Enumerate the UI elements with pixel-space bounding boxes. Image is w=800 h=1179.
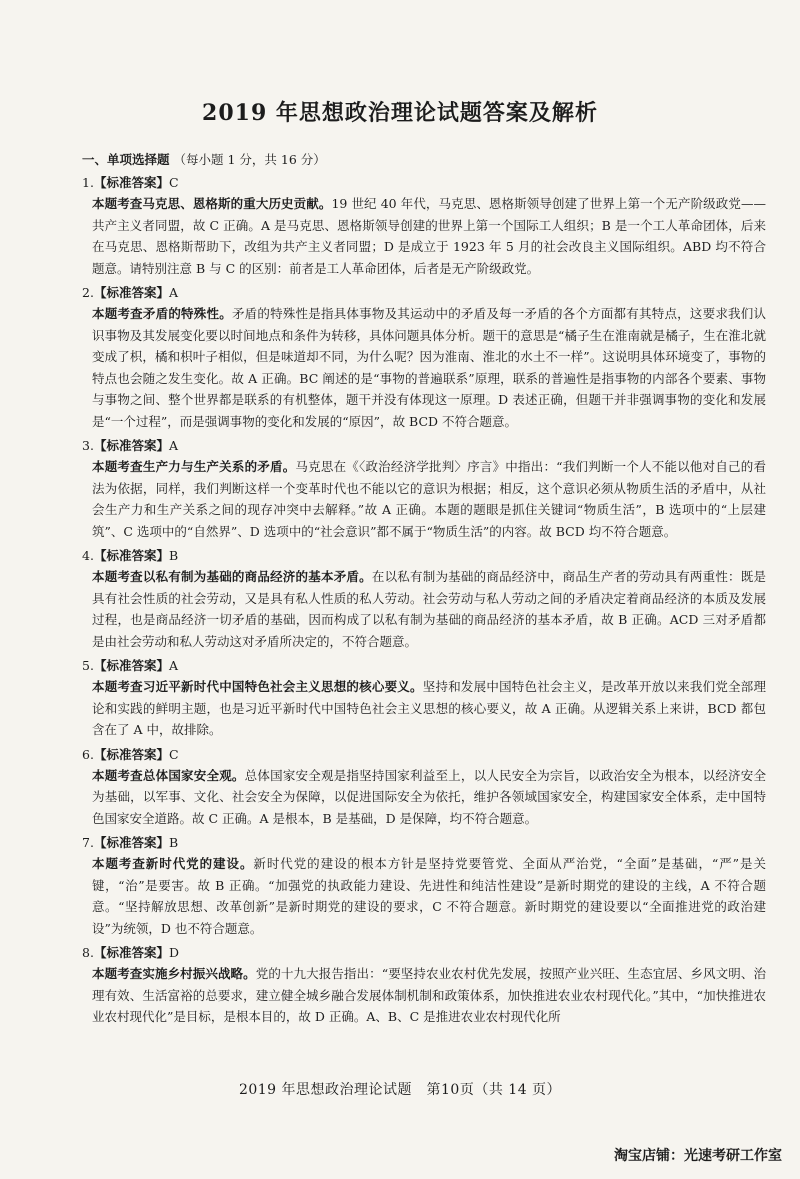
answer-item	[82, 435, 766, 542]
question-number: 8.	[82, 945, 94, 960]
answer-choice: B	[168, 548, 179, 563]
page-title: 2019 年思想政治理论试题答案及解析	[202, 100, 598, 126]
answer-label: 【标准答案】	[93, 746, 169, 762]
question-number: 3.	[82, 438, 94, 453]
explanation	[82, 765, 766, 830]
key-point: 本题考查生产力与生产关系的矛盾。	[92, 459, 296, 474]
page-footer: 2019 年思想政治理论试题 第10页（共 14 页）	[238, 1082, 562, 1098]
explanation-text: 总体国家安全观是指坚持国家利益至上，以人民安全为宗旨，以政治安全为根本，以经济安全为基础，以军事、文化、社会安全为保障，以促进国际安全为依托，维护各领域国家安全，构建国家安全体系，走中国特色国家安全道路。故 C 正确。A 是根本，B 是基础，D 是保障，均不符合题意。	[92, 767, 766, 826]
explanation	[82, 303, 766, 432]
answer-line	[82, 172, 766, 193]
explanation-text: 马克思在《〈政治经济学批判〉序言》中指出：“我们判断一个人不能以他对自己的看法为依据，同样，我们判断这样一个变革时代也不能以它的意识为根据；相反，这个意识必须从物质生活的矛盾中，从社会生产力和生产关系之间的现存冲突中去解释。”故 A 正确。本题的题眼是抓住关键词“物质生活”，B 选项中的“上层建筑”、C 选项中的“自然界”、D 选项中的“社会意识”都不属于“物质生活”的内容。故 BCD 均不符合题意。	[92, 459, 766, 539]
explanation-text: 矛盾的特殊性是指具体事物及其运动中的矛盾及每一矛盾的各个方面都有其特点，这要求我们认识事物及其发展变化要以时间地点和条件为转移，具体问题具体分析。题干的意思是“橘子生在淮南就是橘子，生在淮北就变成了枳，橘和枳叶子相似，但是味道却不同，为什么呢？因为淮南、淮北的水土不一样”。这说明具体环境变了，事物的特点也会随之发生变化。故 A 正确。BC 阐述的是“事物的普遍联系”原理，联系的普遍性是指事物的内部各个要素、事物与事物之间、整个世界都是联系的有机整体，题干并没有体现这一原理。D 表述正确，但题干并非强调事物的变化和发展是“一个过程”，而是强调事物的变化和发展的“原因”，故 BCD 不符合题意。	[92, 306, 766, 429]
answer-line	[82, 655, 766, 676]
answer-label: 【标准答案】	[93, 548, 169, 563]
question-number: 5.	[82, 658, 94, 673]
key-point: 本题考查实施乡村振兴战略。	[92, 966, 256, 981]
question-number: 1.	[82, 175, 94, 190]
key-point: 本题考查矛盾的特殊性。	[92, 306, 232, 321]
explanation	[82, 456, 766, 542]
answer-content	[82, 150, 766, 1031]
answer-choice: C	[168, 175, 179, 190]
question-number: 6.	[82, 746, 94, 762]
answer-choice: D	[168, 945, 179, 960]
explanation	[82, 193, 766, 279]
answer-choice: A	[168, 438, 178, 453]
shop-watermark: 淘宝店铺：光速考研工作室	[614, 1148, 782, 1164]
answer-label: 【标准答案】	[93, 658, 169, 673]
answer-label: 【标准答案】	[93, 285, 169, 300]
answer-choice: A	[168, 285, 178, 300]
explanation-text: 19 世纪 40 年代，马克思、恩格斯领导创建了世界上第一个无产阶级政党——共产主义者同盟，故 C 正确。A 是马克思、恩格斯领导创建的世界上第一个国际工人组织；B 是一个工人革命团体，后来在马克思、恩格斯帮助下，改组为共产主义者同盟；D 是成立于 1923 年 5 月的社会改良主义国际组织。ABD 均不符合题意。请特别注意 B 与 C 的区别：前者是工人革命团体，后者是无产阶级政党。	[92, 196, 766, 276]
answer-line	[82, 435, 766, 456]
answer-choice: C	[168, 746, 179, 762]
section-heading	[82, 150, 766, 170]
answer-line	[82, 744, 766, 765]
answer-item	[82, 942, 766, 1028]
answer-item	[82, 655, 766, 741]
explanation-text: 在以私有制为基础的商品经济中，商品生产者的劳动具有两重性：既是具有社会性质的社会劳动，又是具有私人性质的私人劳动。社会劳动与私人劳动之间的矛盾决定着商品经济的本质及发展过程，也是商品经济一切矛盾的基础，因而构成了以私有制为基础的商品经济的基本矛盾，故 B 正确。ACD 三对矛盾都是由社会劳动和私人劳动这对矛盾所决定的，不符合题意。	[92, 569, 766, 649]
explanation	[82, 676, 766, 741]
answer-label: 【标准答案】	[93, 175, 169, 190]
answer-choice: A	[168, 658, 178, 673]
answer-line	[82, 545, 766, 566]
answer-choice: B	[168, 835, 179, 850]
section-note: （每小题 1 分，共 16 分）	[173, 152, 326, 167]
explanation	[82, 963, 766, 1028]
answer-label: 【标准答案】	[93, 835, 169, 850]
key-point: 本题考查习近平新时代中国特色社会主义思想的核心要义。	[92, 679, 423, 694]
answer-item	[82, 172, 766, 279]
answer-item	[82, 832, 766, 939]
answer-label: 【标准答案】	[93, 438, 169, 453]
key-point: 本题考查新时代党的建设。	[92, 856, 254, 871]
section-title: 一、单项选择题	[82, 152, 170, 167]
explanation-text: 党的十九大报告指出：“要坚持农业农村优先发展，按照产业兴旺、生态宜居、乡风文明、治理有效、生活富裕的总要求，建立健全城乡融合发展体制机制和政策体系，加快推进农业农村现代化。”其中，“加快推进农业农村现代化”是目标，是根本目的，故 D 正确。A、B、C 是推进农业农村现代化所	[92, 966, 766, 1024]
explanation-text: 坚持和发展中国特色社会主义，是改革开放以来我们党全部理论和实践的鲜明主题，也是习近平新时代中国特色社会主义思想的核心要义，故 A 正确。从逻辑关系上来讲，BCD 都包含在了 A 中，故排除。	[92, 679, 766, 737]
question-number: 4.	[82, 548, 94, 563]
question-number: 7.	[82, 835, 94, 850]
key-point: 本题考查以私有制为基础的商品经济的基本矛盾。	[92, 569, 372, 584]
answer-list	[82, 172, 766, 1028]
answer-item	[82, 744, 766, 830]
answer-item	[82, 545, 766, 652]
explanation-text: 新时代党的建设的根本方针是坚持党要管党、全面从严治党，“全面”是基础，“严”是关键，“治”是要害。故 B 正确。“加强党的执政能力建设、先进性和纯洁性建设”是新时期党的建设的主线，A 不符合题意。“坚持解放思想、改革创新”是新时期党的建设的要求，C 不符合题意。新时期党的建设要以“全面推进党的政治建设”为统领，D 也不符合题意。	[92, 856, 766, 936]
answer-line	[82, 832, 766, 853]
answer-label: 【标准答案】	[93, 945, 169, 960]
answer-item	[82, 282, 766, 432]
explanation	[82, 566, 766, 652]
explanation	[82, 853, 766, 939]
question-number: 2.	[82, 285, 94, 300]
answer-line	[82, 942, 766, 963]
key-point: 本题考查马克思、恩格斯的重大历史贡献。	[92, 196, 332, 211]
key-point: 本题考查总体国家安全观。	[92, 767, 245, 783]
answer-line	[82, 282, 766, 303]
